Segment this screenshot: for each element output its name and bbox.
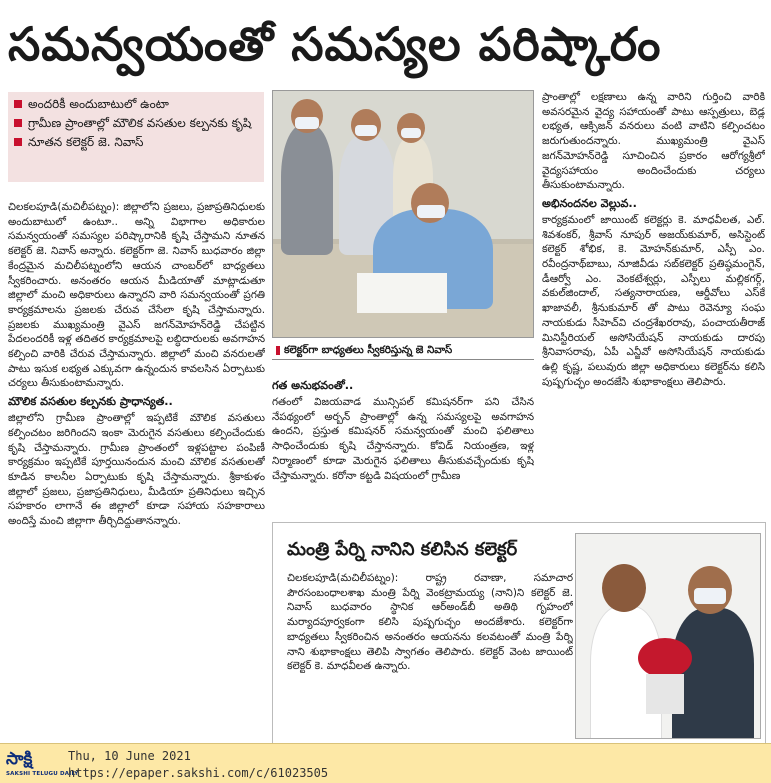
bullet-square-icon [14,100,22,108]
highlight-item [14,134,258,151]
epaper-link[interactable]: https://epaper.sakshi.com/c/61023505 [68,766,329,780]
highlights-box [8,92,264,182]
photo-caption [272,340,534,360]
article-paragraph: జిల్లాలోని గ్రామీణ ప్రాంతాల్లో ఇప్పటికే మౌలిక వసతులు కల్పించటం జరిగిందని ఇంకా మెరుగైన వసతులు కల్పించేందుకు కృషి చేస్తామన్నారు. గ్రామీణ ప్రాంతంలో ఇళ్లపట్టాల పంపిణీ కార్యక్రమం ఇప్పటికే పూర్తయినందున మంచి మౌలిక వసతులతో కూడిన కాలనీల ఏర్పాటుకు కృషి చేస్తామన్నారు. శ్రీకాకుళం జిల్లాలో ప్రజలు, ప్రజాప్రతినిధులు, మీడియా ప్రతినిధులు ఇచ్చిన సహకారం లాగానే ఈ జిల్లాలో కూడా సహాయ సహకారాలు అందిస్తే మంచి జిల్లాగా తీర్చిదిద్దుతానన్నారు. [8,412,265,528]
publication-date: Thu, 10 June 2021 [68,749,191,763]
box-paragraph: చిలకలపూడి(మచిలీపట్నం): రాష్ట్ర రవాణా, సమాచార పౌరసంబంధాలశాఖ మంత్రి పేర్ని వెంకట్రామయ్య (నాని)ని కలెక్టర్‌ జె. నివాస్‌ బుధవారం స్థానిక ఆర్‌అండ్‌బీ అతిథి గృహంలో మర్యాదపూర్వకంగా కలిసి పుష్పగుచ్ఛం అందజేశారు. కలెక్టర్‌గా బాధ్యతలు స్వీకరించిన అనంతరం ఆయనను కలవటంతో మంత్రి పేర్ని నాని శుభాకాంక్షలు తెలిపి స్వాగతం తెలిపారు. కలెక్టర్‌ వెంట జాయింట్‌ కలెక్టర్‌ కె. మాధవీలత ఉన్నారు. [287,572,573,673]
highlight-text: అందరికీ అందుబాటులో ఉంటా [28,97,169,111]
headline: సమన్వయంతో సమస్యల పరిష్కారం [8,17,662,71]
sakshi-logo: సాక్షి SAKSHI TELUGU DAILY [6,749,79,777]
article-paragraph: చిలకలపూడి(మచిలీపట్నం): జిల్లాలోని ప్రజలు, ప్రజాప్రతినిధులకు అందుబాటులో ఉంటూ.. అన్ని విభాగాల అధికారుల సమన్వయంతో సమస్యల పరిష్కారానికి కృషి చేస్తామని నూతన కలెక్టర్‌ జె. నివాస్‌ అన్నారు. కలెక్టర్‌గా జె. నివాస్‌ బుధవారం జిల్లా కేంద్రమైన మచిలీపట్నంలోని ఆయన చాంబర్‌లో బాధ్యతలు స్వీకరించారు. అనంతరం ఆయన మీడియాతో మాట్లాడుతూ జిల్లాలో మంచి అధికారులు ఉన్నారని వారి సమన్వయంతో ప్రగతి కార్యక్రమాలను ప్రజలకు చేరువ చేసేలా కృషి చేస్తామన్నారు. ప్రజలకు ముఖ్యమంత్రి వైఎస్‌ జగన్‌మోహన్‌రెడ్డి చేపట్టిన పేదలందరికీ ఇళ్ల తదితర కార్యక్రమాలపై లబ్ధిదారులకు అవగాహన కల్పించి వారికి చేరువ చేస్తామన్నారు. జిల్లాలో మంచి వనరులతో పాటు ఇసుక లభ్యత ఎక్కువగా ఉన్నందున కావలసిన ఏర్పాటుకు చర్యలు తీసుకుంటామన్నారు. [8,201,265,390]
article-paragraph: కార్యక్రమంలో జాయింట్‌ కలెక్టర్లు కె. మాధవీలత, ఎల్‌. శివశంకర్‌, శ్రీవాస్‌ నూపుర్‌ అజయ్‌కుమార్‌, అసిస్టెంట్‌ కలెక్టర్‌ శోభిక, కె. మోహన్‌కుమార్‌, ఎస్పీ ఎం. రవీంద్రనాథ్‌బాబు, నూజివీడు సబ్‌కలెక్టర్‌ ప్రతిష్ఠమంగైన్‌, డీఆర్వో ఎం. వెంకటేశ్వర్లు, ఎస్పీలు మల్లికగర్గ్‌, వకుల్‌జిందాల్‌, సత్యనారాయణ, ఆర్డీవోలు ఎస్‌కే ఖాజావలీ, శ్రీనుకుమార్‌ తో పాటు రెవెన్యూ సంఘ నాయకుడు సీహెచ్‌వి చంద్రశేఖరరావు, పంచాయతీరాజ్‌ మినిస్టీరియల్‌ అసోసియేషన్‌ నాయకుడు దారపు శ్రీనివాసరావు, ఏపీ ఎన్జీవో అసోసియేషన్‌ నాయకుడు ఉల్లి కృష్ణ, పలువురు జిల్లా అధికారులు కలెక్టర్‌ను కలిసి పుష్పగుచ్ఛం అందజేసి శుభాకాంక్షలు తెలిపారు. [542,213,765,388]
bullet-square-icon [14,119,22,127]
caption-marker-icon [276,346,280,355]
highlight-text: గ్రామీణ ప్రాంతాల్లో మౌలిక వసతుల కల్పనకు కృషి [28,116,252,130]
article-column-left [8,200,265,762]
highlight-item [14,96,258,113]
section-subheading: అభినందనల వెల్లువ.. [542,196,637,210]
bullet-square-icon [14,138,22,146]
highlight-text: నూతన కలెక్టర్‌ జె. నివాస్‌ [28,135,144,149]
collector-photo [272,90,534,338]
article-paragraph: ప్రాంతాల్లో లక్షణాలు ఉన్న వారిని గుర్తించి వారికి అవసరమైన వైద్య సహాయంతో పాటు ఆస్పత్రులు, బెడ్ల లభ్యత, ఆక్సిజన్‌ వనరులు వంటి వాటిని కల్పించటం జరుగుతుందన్నారు. ముఖ్యమంత్రి వైఎస్‌ జగన్‌మోహన్‌రెడ్డి సూచించిన ప్రకారం ఆరోగ్యశ్రీలో వైద్యసహాయం అందించేందుకు చర్యలు తీసుకుంటామన్నారు. [542,91,765,192]
article-paragraph: గతంలో విజయవాడ మున్సిపల్‌ కమిషనర్‌గా పని చేసిన నేపథ్యంలో అర్బన్‌ ప్రాంతాల్లో ఉన్న సమస్యలపై అవగాహన ఉందని, ప్రస్తుత కమిషనర్‌ సమన్వయంతో మంచి ఫలితాలు సాధించేందుకు కృషి చేస్తానన్నారు. కోవిడ్‌ నియంత్రణ, ఇళ్ల నిర్మాణంలో కూడా మెరుగైన ఫలితాలు తీసుకువచ్చేందుకు కృషి చేస్తామన్నారు. కరోనా కట్టడి విషయంలో గ్రామీణ [272,396,534,482]
minister-photo [575,533,761,739]
article-column-middle [272,375,534,530]
minister-meeting-box [272,522,766,746]
section-subheading: గత అనుభవంతో.. [272,379,354,392]
section-subheading: మౌలిక వసతుల కల్పనకు ప్రాధాన్యత.. [8,395,173,409]
epaper-footer [0,743,771,783]
article-column-right [542,90,765,455]
highlight-item [14,115,258,132]
photo-caption-text: కలెక్టర్‌గా బాధ్యతలు స్వీకరిస్తున్న జె నివాస్‌ [284,344,453,356]
box-headline: మంత్రి పేర్ని నానిని కలిసిన కలెక్టర్‌ [287,539,518,560]
